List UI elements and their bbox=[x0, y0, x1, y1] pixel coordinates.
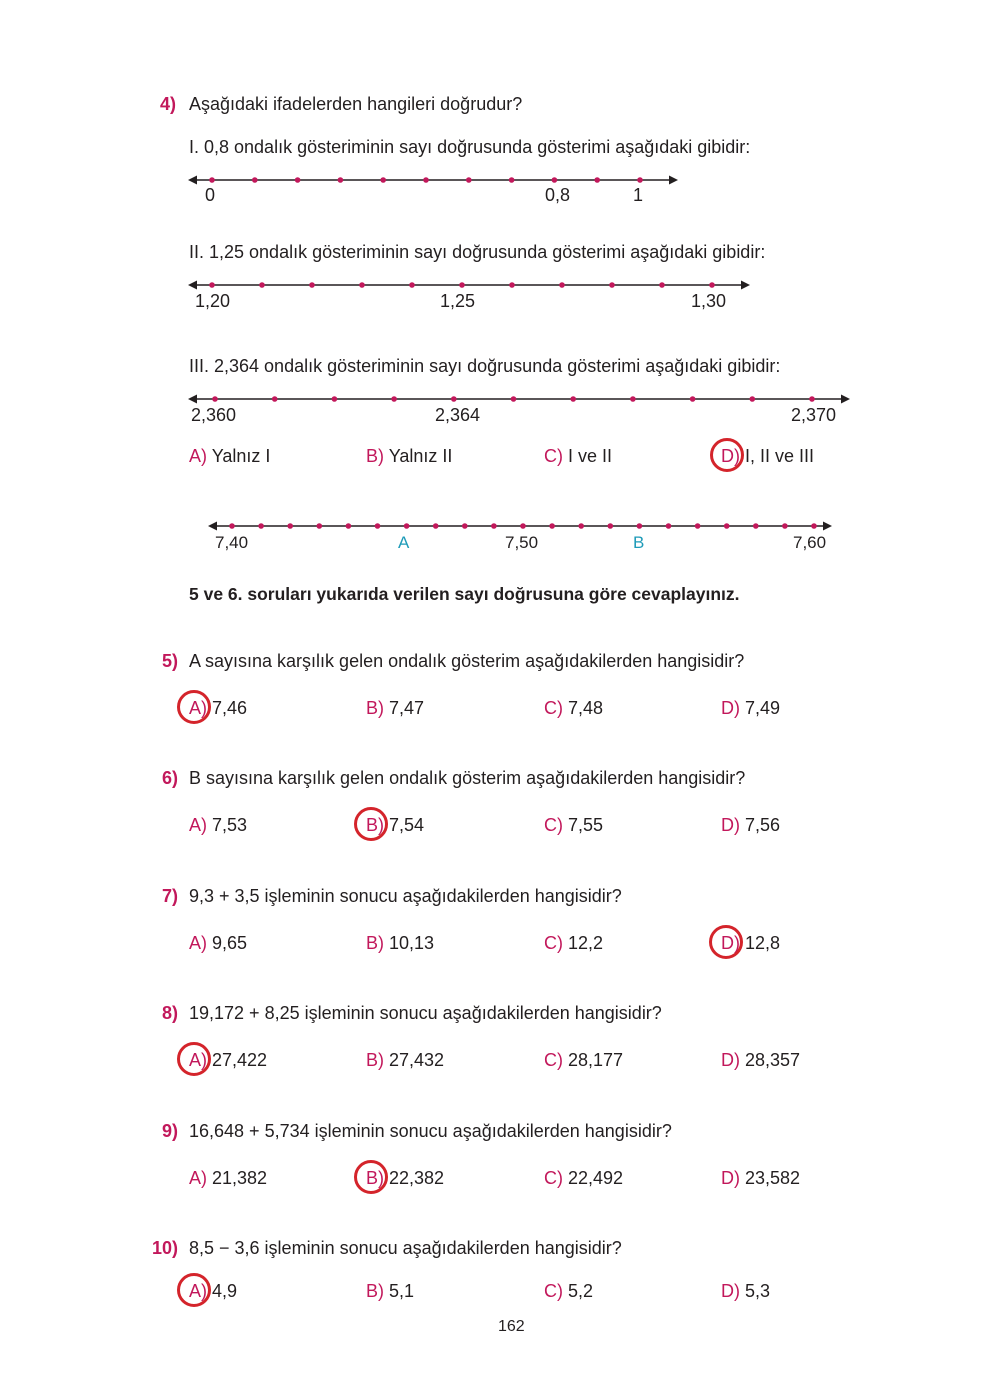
question-7-text: 9,3 + 3,5 işleminin sonucu aşağıdakilerden hangisidir? bbox=[189, 886, 622, 906]
shared-label-760: 7,60 bbox=[793, 533, 827, 552]
option-letter: D) bbox=[721, 933, 740, 953]
option-letter: B) bbox=[366, 933, 384, 953]
question-5-text: A sayısına karşılık gelen ondalık gösterim aşağıdakilerden hangisidir? bbox=[189, 651, 745, 671]
tick-dot bbox=[287, 523, 293, 529]
line3-label-2360: 2,360 bbox=[191, 405, 237, 425]
shared-label-b: B bbox=[633, 533, 645, 552]
q5-option-d[interactable] bbox=[721, 698, 780, 719]
option-value: Yalnız II bbox=[388, 446, 453, 466]
tick-dot bbox=[491, 523, 497, 529]
q10-option-d[interactable] bbox=[721, 1281, 770, 1302]
option-letter: C) bbox=[544, 1281, 563, 1301]
q10-option-c[interactable] bbox=[544, 1281, 593, 1302]
option-value: 22,492 bbox=[568, 1168, 624, 1188]
line1-label-08: 0,8 bbox=[545, 185, 571, 205]
question-4-number: 4) bbox=[160, 94, 177, 114]
option-value: 7,47 bbox=[389, 698, 425, 718]
q8-option-b[interactable] bbox=[366, 1050, 444, 1071]
shared-label-a: A bbox=[398, 533, 410, 552]
question-4-text: Aşağıdaki ifadelerden hangileri doğrudur? bbox=[189, 94, 523, 114]
option-value: I ve II bbox=[568, 446, 613, 466]
tick-dot bbox=[317, 523, 323, 529]
option-value: 7,49 bbox=[745, 698, 781, 718]
question-8-number: 8) bbox=[161, 1003, 178, 1023]
option-value: 27,422 bbox=[212, 1050, 268, 1070]
q6-option-b[interactable] bbox=[366, 815, 424, 836]
option-value: 5,3 bbox=[745, 1281, 771, 1301]
line2-label-130: 1,30 bbox=[691, 291, 727, 311]
q8-option-d[interactable] bbox=[721, 1050, 800, 1071]
question-10-number: 10) bbox=[151, 1238, 178, 1258]
tick-dot bbox=[520, 523, 526, 529]
tick-dot bbox=[549, 523, 555, 529]
option-value: 7,53 bbox=[212, 815, 248, 835]
line1-label-0: 0 bbox=[205, 185, 216, 205]
option-letter: C) bbox=[544, 698, 563, 718]
line2-label-125: 1,25 bbox=[440, 291, 476, 311]
option-value: 7,56 bbox=[745, 815, 781, 835]
q7-option-c[interactable] bbox=[544, 933, 603, 954]
statement-1: I. 0,8 ondalık gösteriminin sayı doğrusunda gösterimi aşağıdaki gibidir: bbox=[189, 137, 751, 157]
q9-option-b[interactable] bbox=[366, 1168, 444, 1189]
line2-label-120: 1,20 bbox=[195, 291, 231, 311]
question-5-number: 5) bbox=[161, 651, 178, 671]
shared-label-750: 7,50 bbox=[505, 533, 539, 552]
option-letter: A) bbox=[189, 1050, 207, 1070]
q8-option-c[interactable] bbox=[544, 1050, 623, 1071]
option-value: 5,2 bbox=[568, 1281, 594, 1301]
option-letter: B) bbox=[366, 1168, 384, 1188]
q9-option-a[interactable] bbox=[189, 1168, 267, 1189]
option-letter: B) bbox=[366, 698, 384, 718]
tick-dot bbox=[811, 523, 817, 529]
option-letter: C) bbox=[544, 1168, 563, 1188]
question-8-text: 19,172 + 8,25 işleminin sonucu aşağıdakilerden hangisidir? bbox=[189, 1003, 662, 1023]
question-6-number: 6) bbox=[161, 768, 178, 788]
option-letter: C) bbox=[544, 815, 563, 835]
tick-dot bbox=[666, 523, 672, 529]
option-value: 10,13 bbox=[389, 933, 435, 953]
q7-option-a[interactable] bbox=[189, 933, 247, 954]
q5-option-c[interactable] bbox=[544, 698, 603, 719]
statement-3: III. 2,364 ondalık gösteriminin sayı doğrusunda gösterimi aşağıdaki gibidir: bbox=[189, 356, 781, 376]
option-value: 7,54 bbox=[389, 815, 425, 835]
line1-label-1: 1 bbox=[633, 185, 644, 205]
question-9-text: 16,648 + 5,734 işleminin sonucu aşağıdakilerden hangisidir? bbox=[189, 1121, 672, 1141]
option-letter: C) bbox=[544, 933, 563, 953]
instruction-text: 5 ve 6. soruları yukarıda verilen sayı doğrusuna göre cevaplayınız. bbox=[189, 584, 740, 604]
question-9-number: 9) bbox=[161, 1121, 178, 1141]
tick-dot bbox=[578, 523, 584, 529]
option-value: 7,55 bbox=[568, 815, 604, 835]
question-6-text: B sayısına karşılık gelen ondalık gösterim aşağıdakilerden hangisidir? bbox=[189, 768, 746, 788]
tick-dot bbox=[346, 523, 352, 529]
option-value: 5,1 bbox=[389, 1281, 415, 1301]
q6-option-c[interactable] bbox=[544, 815, 603, 836]
q7-option-d[interactable] bbox=[721, 933, 780, 954]
q6-option-d[interactable] bbox=[721, 815, 780, 836]
tick-dot bbox=[375, 523, 381, 529]
line3-label-2370: 2,370 bbox=[791, 405, 837, 425]
tick-dot bbox=[462, 523, 468, 529]
tick-dot bbox=[404, 523, 410, 529]
option-value: 28,357 bbox=[745, 1050, 801, 1070]
option-value: 27,432 bbox=[389, 1050, 445, 1070]
option-letter: D) bbox=[721, 446, 740, 466]
tick-dot bbox=[229, 523, 235, 529]
tick-dot bbox=[695, 523, 701, 529]
q5-option-b[interactable] bbox=[366, 698, 424, 719]
option-value: 22,382 bbox=[389, 1168, 445, 1188]
option-letter: B) bbox=[366, 815, 384, 835]
line3-label-2364: 2,364 bbox=[435, 405, 481, 425]
option-value: 9,65 bbox=[212, 933, 248, 953]
tick-dot bbox=[753, 523, 759, 529]
shared-label-740: 7,40 bbox=[215, 533, 249, 552]
q5-option-a[interactable] bbox=[189, 698, 247, 719]
q10-option-b[interactable] bbox=[366, 1281, 414, 1302]
option-letter: C) bbox=[544, 1050, 563, 1070]
option-letter: B) bbox=[366, 1281, 384, 1301]
option-letter: A) bbox=[189, 1281, 207, 1301]
option-letter: A) bbox=[189, 933, 207, 953]
option-value: 7,46 bbox=[212, 698, 248, 718]
q8-option-a[interactable] bbox=[189, 1050, 267, 1071]
option-letter: A) bbox=[189, 698, 207, 718]
option-value: Yalnız I bbox=[211, 446, 271, 466]
statement-2: II. 1,25 ondalık gösteriminin sayı doğrusunda gösterimi aşağıdaki gibidir: bbox=[189, 242, 766, 262]
question-7-number: 7) bbox=[161, 886, 178, 906]
option-letter: B) bbox=[366, 446, 384, 466]
option-letter: B) bbox=[366, 1050, 384, 1070]
q9-option-d[interactable] bbox=[721, 1168, 800, 1189]
option-value: 12,2 bbox=[568, 933, 604, 953]
option-letter: D) bbox=[721, 1050, 740, 1070]
option-letter: A) bbox=[189, 1168, 207, 1188]
tick-dot bbox=[608, 523, 614, 529]
option-value: 12,8 bbox=[745, 933, 781, 953]
option-letter: C) bbox=[544, 446, 563, 466]
tick-dot bbox=[724, 523, 730, 529]
option-letter: A) bbox=[189, 815, 207, 835]
option-letter: A) bbox=[189, 446, 207, 466]
q6-option-a[interactable] bbox=[189, 815, 247, 836]
option-letter: D) bbox=[721, 1281, 740, 1301]
tick-dot bbox=[433, 523, 439, 529]
tick-dot bbox=[637, 523, 643, 529]
q9-option-c[interactable] bbox=[544, 1168, 623, 1189]
option-value: 4,9 bbox=[212, 1281, 238, 1301]
tick-dot bbox=[782, 523, 788, 529]
option-letter: D) bbox=[721, 698, 740, 718]
option-letter: D) bbox=[721, 815, 740, 835]
option-value: 7,48 bbox=[568, 698, 604, 718]
tick-dot bbox=[258, 523, 264, 529]
q10-option-a[interactable] bbox=[189, 1281, 237, 1302]
option-value: 23,582 bbox=[745, 1168, 801, 1188]
q7-option-b[interactable] bbox=[366, 933, 434, 954]
option-value: 28,177 bbox=[568, 1050, 624, 1070]
option-value: I, II ve III bbox=[745, 446, 815, 466]
option-value: 21,382 bbox=[212, 1168, 268, 1188]
option-letter: D) bbox=[721, 1168, 740, 1188]
question-10-text: 8,5 − 3,6 işleminin sonucu aşağıdakilerden hangisidir? bbox=[189, 1238, 622, 1258]
page-number: 162 bbox=[498, 1318, 525, 1335]
